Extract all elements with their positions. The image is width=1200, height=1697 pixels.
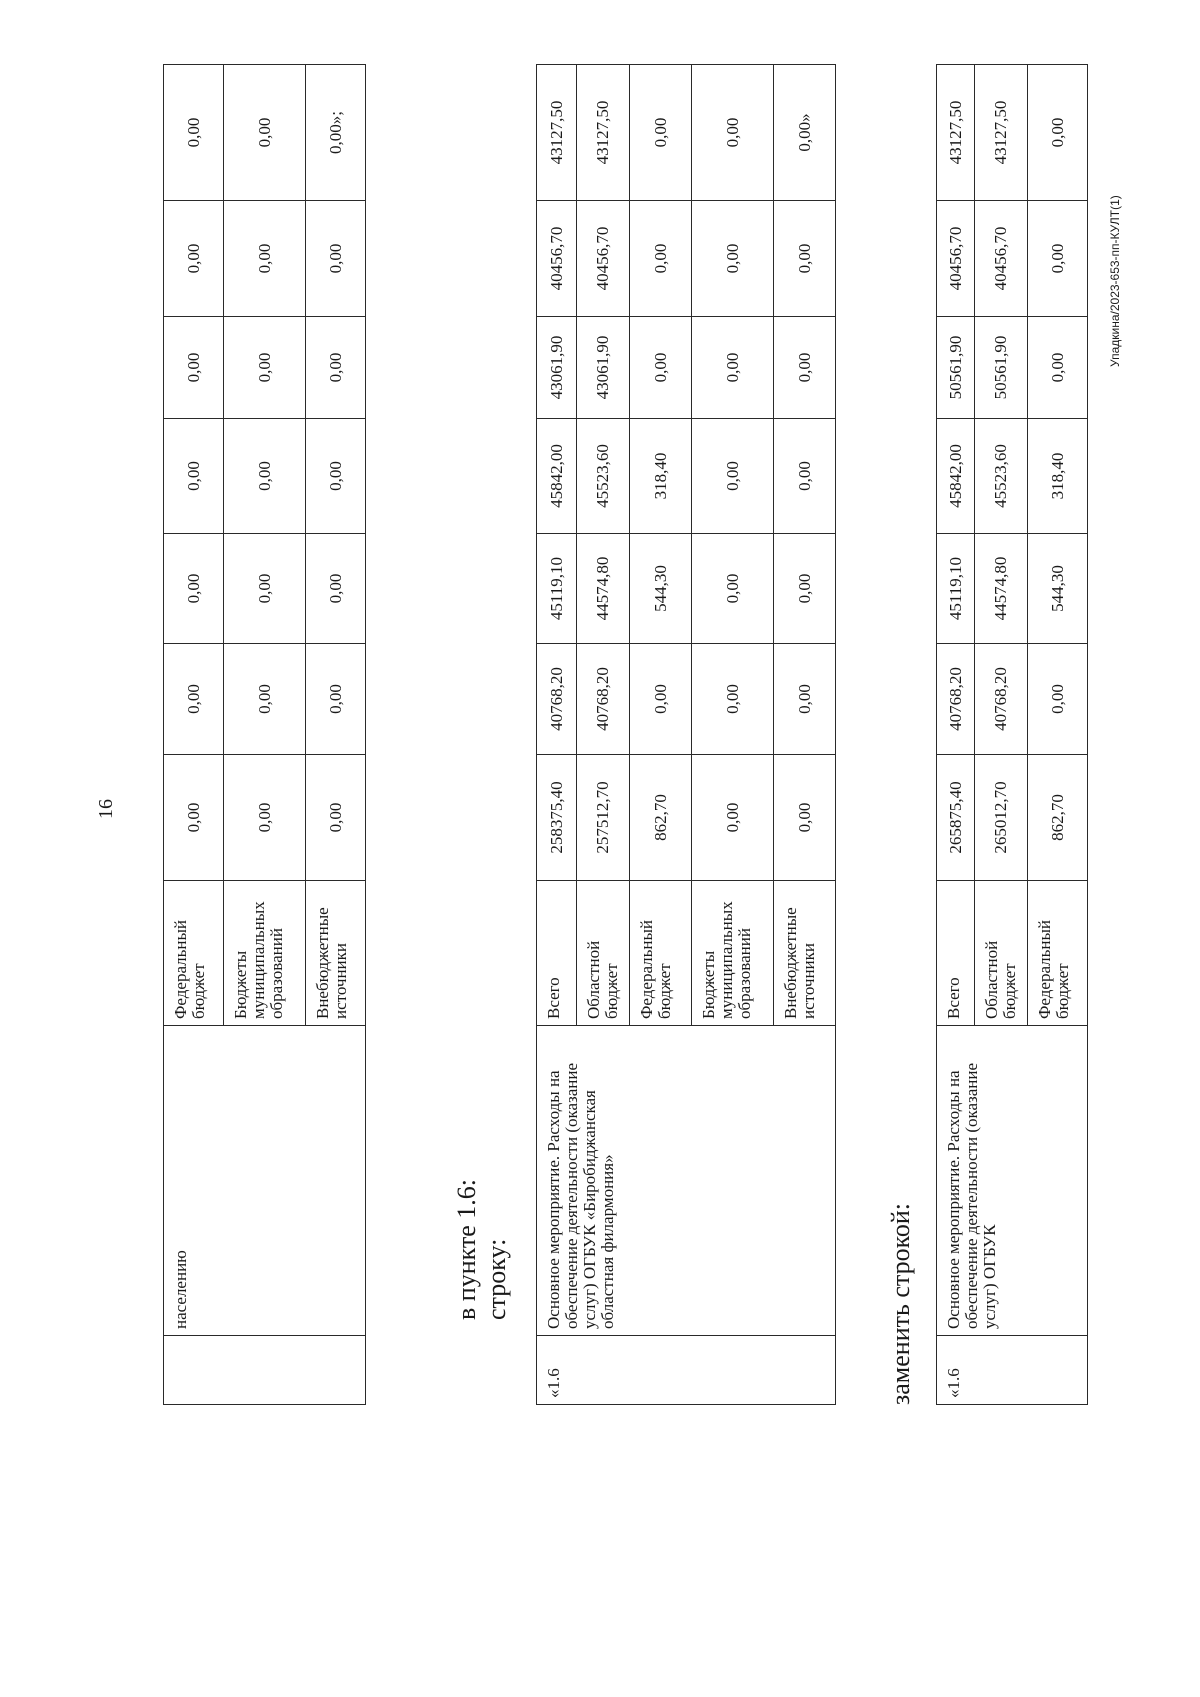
table-cell: 265012,70: [975, 755, 1028, 881]
table-cell: 0,00: [306, 201, 366, 317]
table-cell: 0,00: [164, 317, 224, 419]
document-id: Упадкина/2023-653-пп-КУЛТ(1): [1108, 195, 1122, 367]
table-cell: «1.6: [937, 1336, 1088, 1405]
table-cell: 40768,20: [937, 644, 975, 755]
old-table: [536, 64, 836, 1405]
table-cell: 0,00: [224, 644, 306, 755]
table-cell: 0,00: [224, 317, 306, 419]
table-cell: 0,00: [164, 534, 224, 644]
table-cell: 0,00: [1028, 65, 1088, 201]
table-cell: Внебюджетные источники: [306, 881, 366, 1026]
table-cell: 0,00: [1028, 317, 1088, 419]
table-cell: 43061,90: [577, 317, 630, 419]
table-cell: Федеральный бюджет: [630, 881, 692, 1026]
table-cell: 40456,70: [937, 201, 975, 317]
table-cell: 257512,70: [577, 755, 630, 881]
intro-line: строку:: [482, 1238, 511, 1320]
table-cell: 45523,60: [975, 419, 1028, 534]
table-cell: Бюджеты муниципальных образований: [692, 881, 774, 1026]
table-cell: 43127,50: [537, 65, 577, 201]
table-cell: 0,00: [630, 65, 692, 201]
table-cell: 318,40: [1028, 419, 1088, 534]
table-cell: 43061,90: [537, 317, 577, 419]
table-cell: Основное мероприятие. Расходы на обеспечение деятельности (оказание услуг) ОГБУК «Биробиджанская областная филармония»: [537, 1026, 836, 1336]
table-cell: [164, 1336, 366, 1405]
table-cell: 862,70: [1028, 755, 1088, 881]
table-cell: 40456,70: [577, 201, 630, 317]
page-number: 16: [95, 799, 117, 819]
table-cell: 0,00: [164, 755, 224, 881]
table-cell: 0,00»;: [306, 65, 366, 201]
table-cell: 45523,60: [577, 419, 630, 534]
table-cell: 0,00: [692, 317, 774, 419]
table-cell: 0,00: [774, 419, 836, 534]
table-cell: Всего: [937, 881, 975, 1026]
table-cell: 0,00: [224, 534, 306, 644]
table-cell: 0,00: [224, 201, 306, 317]
table-cell: 0,00: [306, 644, 366, 755]
section-intro: [452, 1179, 512, 1320]
table-cell: населению: [164, 1026, 366, 1336]
table-cell: 43127,50: [577, 65, 630, 201]
table-cell: 0,00: [1028, 644, 1088, 755]
table-cell: 45842,00: [937, 419, 975, 534]
table-cell: 0,00: [692, 755, 774, 881]
table-cell: 0,00: [774, 755, 836, 881]
table-cell: 0,00: [692, 534, 774, 644]
table-cell: 544,30: [630, 534, 692, 644]
table-cell: 258375,40: [537, 755, 577, 881]
table-row: [937, 65, 975, 1405]
table-cell: 0,00: [774, 317, 836, 419]
intro-line: в пункте 1.6:: [452, 1178, 481, 1320]
table-row: [537, 65, 577, 1405]
table-cell: 44574,80: [577, 534, 630, 644]
table-cell: 40768,20: [537, 644, 577, 755]
table-cell: 0,00: [224, 65, 306, 201]
table-cell: 0,00: [630, 644, 692, 755]
table-cell: 45119,10: [537, 534, 577, 644]
table-cell: 0,00»: [774, 65, 836, 201]
table-cell: 0,00: [774, 201, 836, 317]
table-cell: 544,30: [1028, 534, 1088, 644]
table-cell: 50561,90: [937, 317, 975, 419]
table-cell: Основное мероприятие. Расходы на обеспечение деятельности (оказание услуг) ОГБУК: [937, 1026, 1088, 1336]
table-cell: 0,00: [224, 755, 306, 881]
table-cell: 43127,50: [975, 65, 1028, 201]
table-cell: 45842,00: [537, 419, 577, 534]
table-cell: 0,00: [774, 644, 836, 755]
table-cell: Федеральный бюджет: [164, 881, 224, 1026]
new-table: [936, 64, 1088, 1405]
table-cell: 0,00: [630, 201, 692, 317]
table-cell: 50561,90: [975, 317, 1028, 419]
table-row: [164, 65, 224, 1405]
table-cell: 43127,50: [937, 65, 975, 201]
replace-label: заменить строкой:: [886, 1202, 915, 1405]
table-cell: 40768,20: [577, 644, 630, 755]
table-cell: 0,00: [164, 419, 224, 534]
table-cell: 318,40: [630, 419, 692, 534]
table-cell: 862,70: [630, 755, 692, 881]
table-cell: 0,00: [1028, 201, 1088, 317]
table-cell: 40768,20: [975, 644, 1028, 755]
table-cell: 0,00: [692, 201, 774, 317]
table-cell: Областной бюджет: [577, 881, 630, 1026]
table-cell: 0,00: [224, 419, 306, 534]
table-cell: 0,00: [692, 419, 774, 534]
table-cell: 0,00: [774, 534, 836, 644]
table-cell: 0,00: [692, 644, 774, 755]
table-cell: 40456,70: [975, 201, 1028, 317]
table-cell: 0,00: [306, 317, 366, 419]
table-cell: 0,00: [306, 534, 366, 644]
top-table: [163, 64, 366, 1405]
table-cell: «1.6: [537, 1336, 836, 1405]
table-cell: Областной бюджет: [975, 881, 1028, 1026]
table-cell: Бюджеты муниципальных образований: [224, 881, 306, 1026]
table-cell: 0,00: [306, 419, 366, 534]
table-cell: Внебюджетные источники: [774, 881, 836, 1026]
table-cell: Федеральный бюджет: [1028, 881, 1088, 1026]
table-cell: 44574,80: [975, 534, 1028, 644]
table-cell: 265875,40: [937, 755, 975, 881]
table-cell: 40456,70: [537, 201, 577, 317]
table-cell: 0,00: [164, 201, 224, 317]
table-cell: 0,00: [164, 644, 224, 755]
table-cell: 0,00: [630, 317, 692, 419]
table-cell: Всего: [537, 881, 577, 1026]
table-cell: 0,00: [692, 65, 774, 201]
table-cell: 45119,10: [937, 534, 975, 644]
table-cell: 0,00: [164, 65, 224, 201]
table-cell: 0,00: [306, 755, 366, 881]
